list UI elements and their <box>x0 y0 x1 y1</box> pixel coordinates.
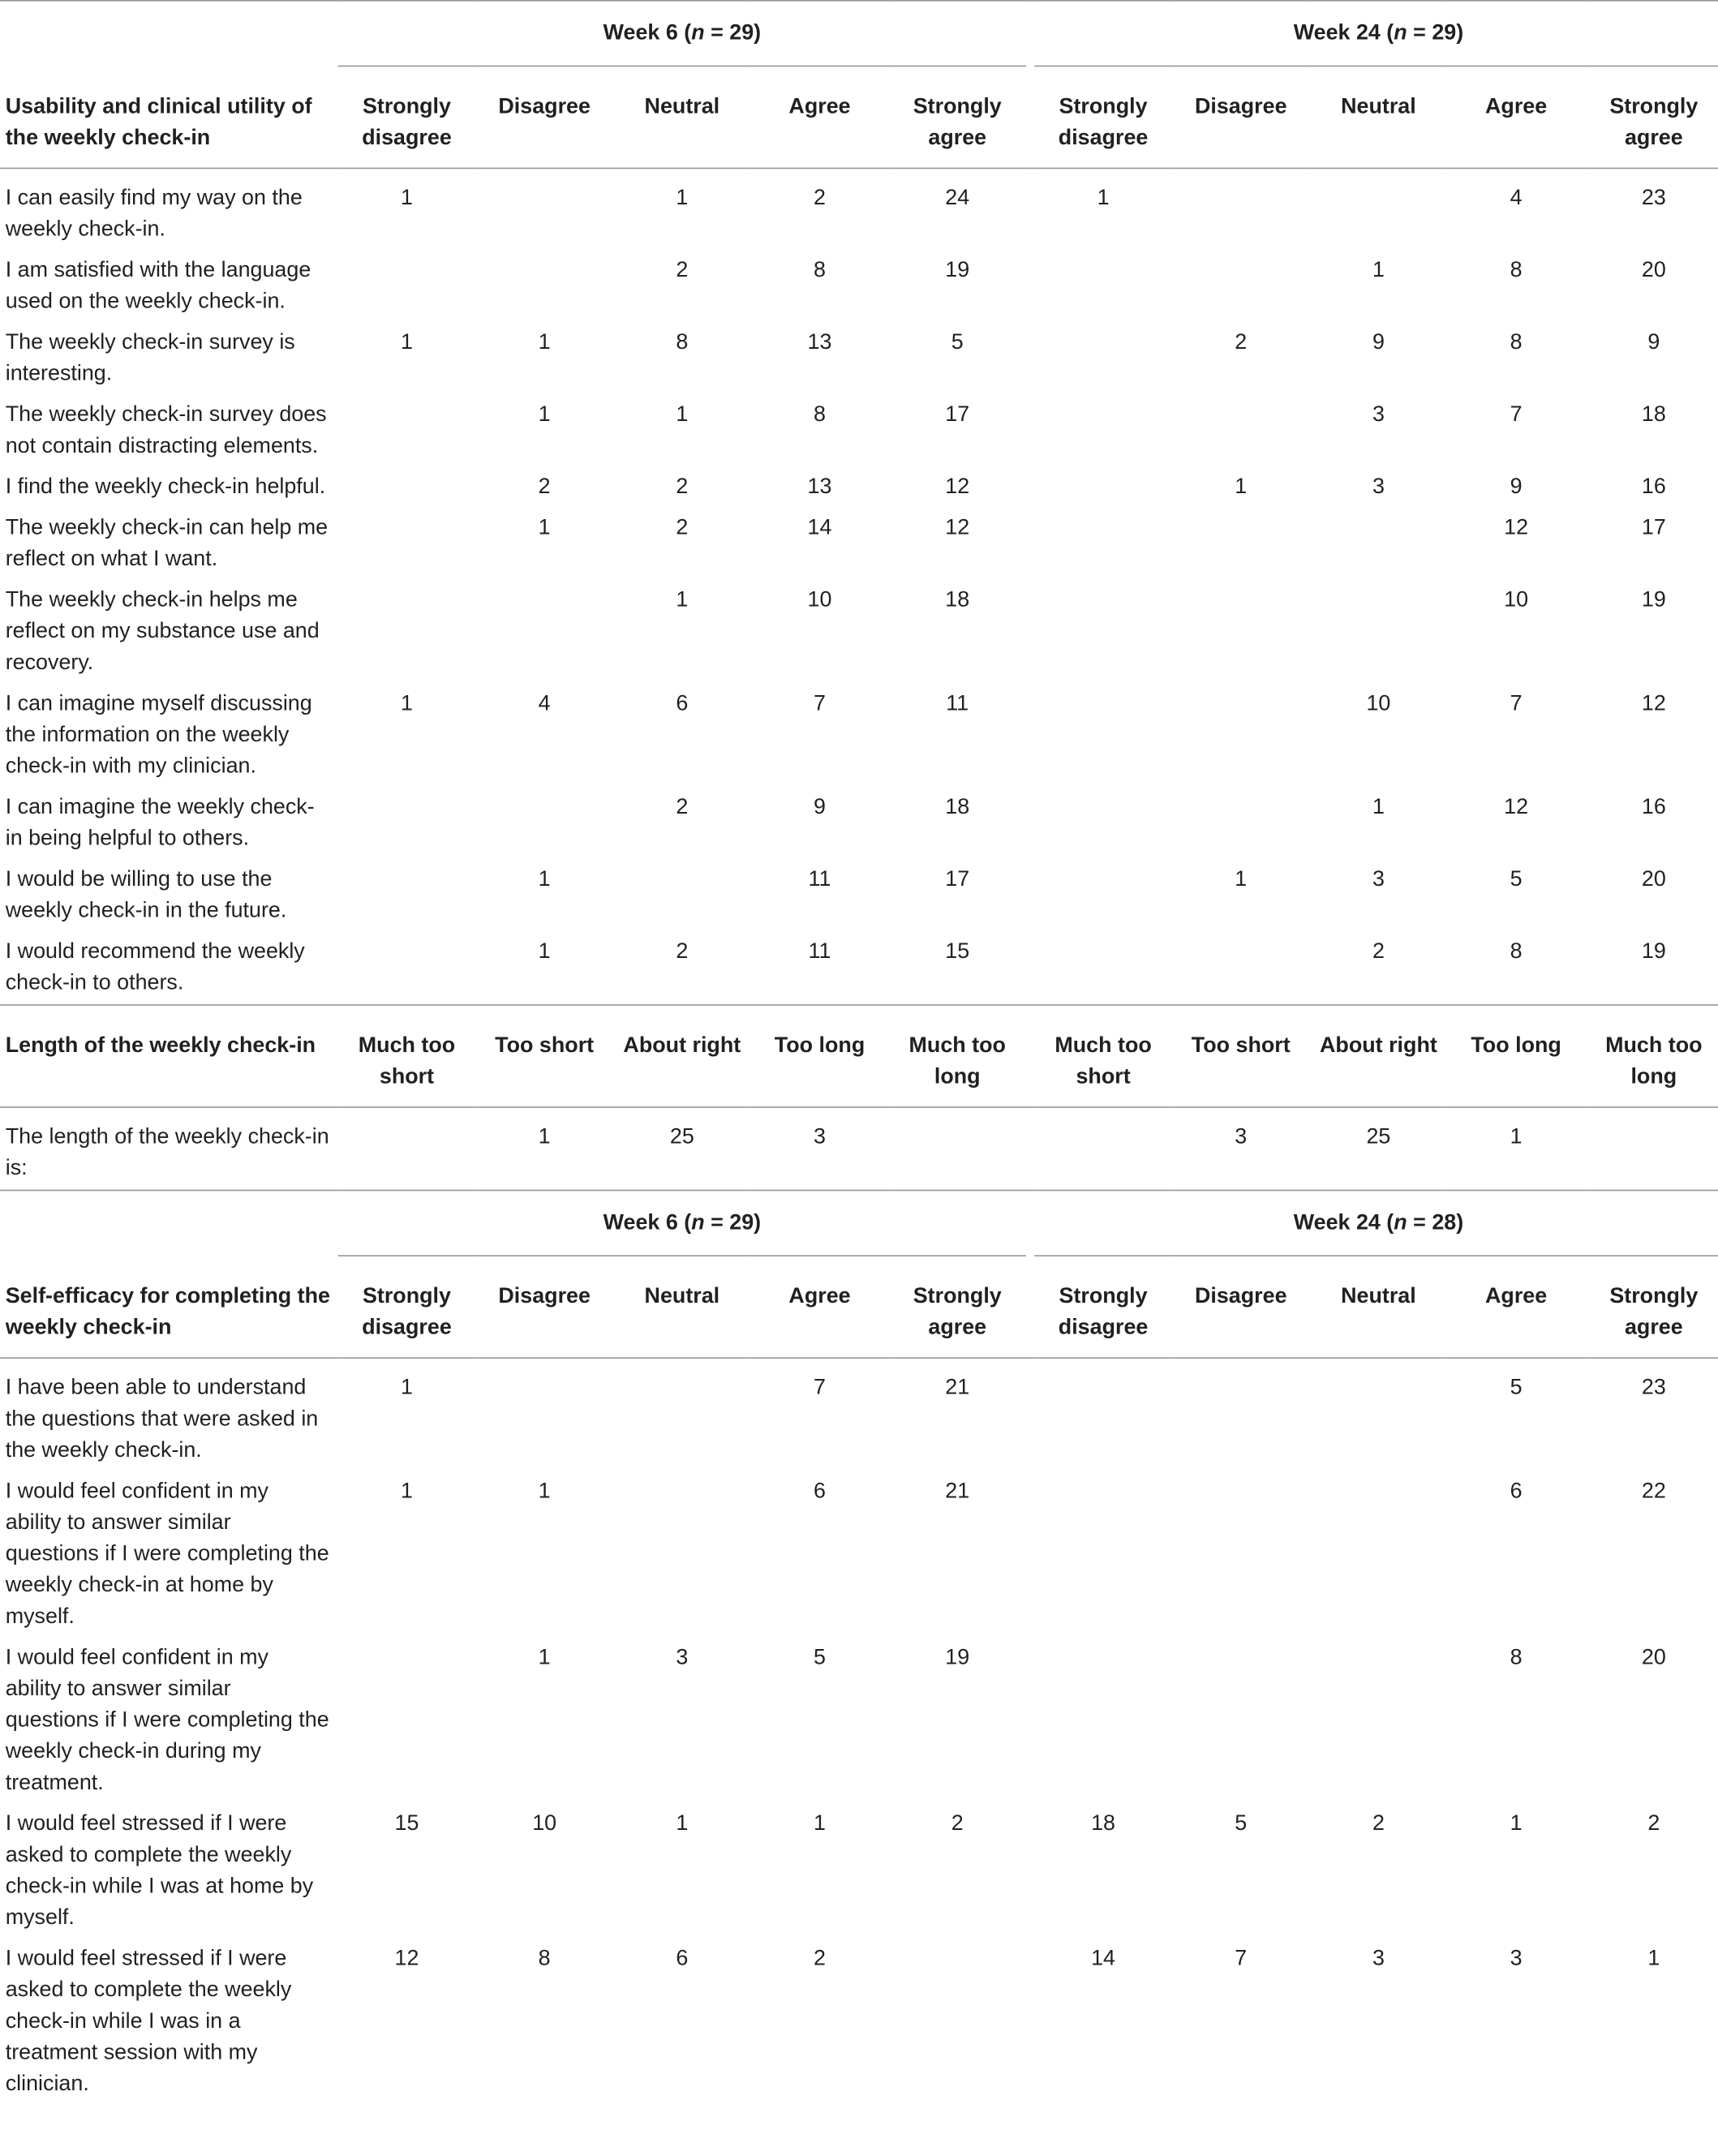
cell-week24 <box>1585 1107 1718 1190</box>
period-heading-week <box>338 1 1027 67</box>
column-header-disagree: Disagree <box>498 1285 591 1308</box>
cell-week6: 2 <box>814 187 827 210</box>
section-title: Self-efficacy for completing the weekly check-in <box>5 1284 331 1339</box>
cell-week6 <box>338 932 476 1005</box>
cell-week6: 1 <box>400 331 413 354</box>
cell-week6: 6 <box>676 692 689 715</box>
cell-week24 <box>1172 1358 1310 1471</box>
cell-week24: 10 <box>1504 588 1529 612</box>
cell-week24: 20 <box>1641 259 1666 282</box>
cell-week24 <box>1034 788 1172 860</box>
cell-week6: 2 <box>676 259 689 282</box>
cell-week24: 10 <box>1366 692 1391 715</box>
cell-week6 <box>338 860 476 932</box>
column-gap <box>1026 1804 1034 1939</box>
column-gap <box>1026 581 1034 685</box>
row-label: I would feel confident in my ability to answer similar questions if I were completing the weekly check-in at home by myself. <box>5 1480 329 1629</box>
cell-week6: 21 <box>945 1376 970 1400</box>
cell-week6 <box>613 860 751 932</box>
cell-week24 <box>1172 1638 1310 1804</box>
column-gap <box>1026 467 1034 508</box>
table-row <box>0 932 1718 1005</box>
table-row <box>0 1638 1718 1804</box>
cell-week24: 12 <box>1504 516 1529 540</box>
cell-week6: 11 <box>808 940 831 964</box>
cell-week24: 7 <box>1510 692 1523 715</box>
cell-week6: 2 <box>676 940 689 964</box>
cell-week6: 6 <box>814 1480 827 1504</box>
cell-week24: 1 <box>1510 1812 1523 1836</box>
column-header-strongly-disagree: Strongly disagree <box>1058 1285 1149 1340</box>
cell-week6 <box>888 1107 1026 1190</box>
cell-week6: 1 <box>676 588 689 612</box>
column-header-agree: Agree <box>788 95 851 119</box>
cell-week6: 1 <box>538 516 551 540</box>
sample-size-symbol: n <box>1394 1211 1407 1235</box>
cell-week6: 15 <box>394 1812 419 1836</box>
column-header-neutral: Neutral <box>644 1285 720 1308</box>
cell-week6: 3 <box>676 1646 689 1669</box>
cell-week6: 1 <box>538 1480 551 1504</box>
row-label: I would recommend the weekly check-in to others. <box>5 940 305 995</box>
table-row <box>0 1471 1718 1638</box>
cell-week24: 1 <box>1235 475 1248 499</box>
cell-week24: 8 <box>1510 331 1523 354</box>
row-label: I have been able to understand the questions that were asked in the weekly check-in. <box>5 1376 319 1462</box>
column-header-agree: Agree <box>1484 95 1548 119</box>
cell-week24: 25 <box>1366 1125 1391 1149</box>
cell-week6: 1 <box>538 868 551 891</box>
cell-week6: 8 <box>538 1947 551 1971</box>
cell-week24: 2 <box>1647 1812 1660 1836</box>
cell-week6: 5 <box>814 1646 827 1669</box>
cell-week6: 2 <box>676 475 689 499</box>
cell-week6: 11 <box>946 692 969 715</box>
cell-week6: 12 <box>945 475 970 499</box>
row-label: The length of the weekly check-in is: <box>5 1125 329 1180</box>
cell-week6: 1 <box>676 187 689 210</box>
cell-week6: 9 <box>814 796 827 819</box>
sample-size-symbol: n <box>1394 21 1407 45</box>
cell-week6: 8 <box>676 331 689 354</box>
cell-week24: 5 <box>1235 1812 1248 1836</box>
cell-week24: 4 <box>1510 187 1523 210</box>
cell-week6: 17 <box>945 868 970 891</box>
cell-week6: 10 <box>807 588 832 612</box>
cell-week6: 18 <box>945 796 970 819</box>
row-label: I can imagine myself discussing the information on the weekly check-in with my clinician. <box>5 692 312 779</box>
cell-week24 <box>1172 395 1310 467</box>
sample-size-value: = 29) <box>1407 21 1464 45</box>
cell-week6: 2 <box>676 796 689 819</box>
cell-week6 <box>338 395 476 467</box>
column-header-much-too-short: Much too short <box>358 1034 456 1089</box>
cell-week24: 1 <box>1647 1947 1660 1971</box>
cell-week24: 18 <box>1091 1812 1116 1836</box>
row-label: The weekly check-in survey is interesting. <box>5 331 295 386</box>
cell-week6: 12 <box>394 1947 419 1971</box>
column-header-neutral: Neutral <box>1341 95 1416 119</box>
period-label: Week 6 ( <box>603 1211 692 1235</box>
cell-week24: 1 <box>1510 1125 1523 1149</box>
cell-week6: 1 <box>400 1480 413 1504</box>
cell-week24: 2 <box>1235 331 1248 354</box>
cell-week6 <box>475 168 613 251</box>
cell-week24: 23 <box>1641 1376 1666 1400</box>
cell-week24: 3 <box>1372 1947 1385 1971</box>
cell-week24 <box>1172 788 1310 860</box>
column-header-much-too-short: Much too short <box>1054 1034 1152 1089</box>
cell-week6: 21 <box>945 1480 970 1504</box>
cell-week6: 2 <box>814 1947 827 1971</box>
cell-week6: 1 <box>400 187 413 210</box>
cell-week24 <box>1310 509 1448 581</box>
period-header-row <box>0 1190 1718 1256</box>
cell-week6 <box>338 509 476 581</box>
cell-week24 <box>1034 860 1172 932</box>
cell-week24 <box>1310 1358 1448 1471</box>
cell-week6 <box>475 581 613 685</box>
column-header-too-short: Too short <box>1191 1034 1291 1058</box>
cell-week24: 12 <box>1504 796 1529 819</box>
cell-week24: 16 <box>1641 475 1666 499</box>
cell-week24 <box>1034 251 1172 323</box>
cell-week6: 3 <box>814 1125 827 1149</box>
cell-week24: 1 <box>1235 868 1248 891</box>
cell-week24 <box>1034 1471 1172 1638</box>
column-gap <box>1026 1358 1034 1471</box>
column-header-strongly-agree: Strongly agree <box>913 95 1002 150</box>
cell-week24: 3 <box>1510 1947 1523 1971</box>
column-header-strongly-disagree: Strongly disagree <box>1058 95 1149 150</box>
cell-week24 <box>1310 1471 1448 1638</box>
cell-week6: 15 <box>945 940 970 964</box>
table-row <box>0 1939 1718 2106</box>
column-gap <box>1026 395 1034 467</box>
column-gap <box>1026 788 1034 860</box>
column-header-about-right: About right <box>623 1034 741 1058</box>
column-gap <box>1026 860 1034 932</box>
cell-week6: 1 <box>400 692 413 715</box>
row-label: I can imagine the weekly check-in being helpful to others. <box>5 796 315 851</box>
cell-week6 <box>613 1358 751 1471</box>
table-row <box>0 1804 1718 1939</box>
cell-week24: 20 <box>1641 868 1666 891</box>
cell-week6 <box>338 788 476 860</box>
column-gap <box>1026 1471 1034 1638</box>
cell-week6: 2 <box>676 516 689 540</box>
cell-week24: 18 <box>1641 403 1666 427</box>
cell-week24: 1 <box>1372 259 1385 282</box>
table-row <box>0 860 1718 932</box>
sample-size-symbol: n <box>691 21 705 45</box>
cell-week6: 24 <box>945 187 970 210</box>
sample-size-symbol: n <box>691 1211 705 1235</box>
period-label: Week 24 ( <box>1293 1211 1394 1235</box>
cell-week6 <box>338 251 476 323</box>
cell-week24 <box>1172 168 1310 251</box>
cell-week6 <box>613 1471 751 1638</box>
cell-week24 <box>1172 684 1310 788</box>
cell-week6: 1 <box>814 1812 827 1836</box>
cell-week6: 1 <box>538 1125 551 1149</box>
cell-week24: 22 <box>1641 1480 1666 1504</box>
cell-week24: 3 <box>1372 868 1385 891</box>
column-gap <box>1026 1005 1034 1107</box>
cell-week6: 1 <box>676 403 689 427</box>
cell-week24: 8 <box>1510 1646 1523 1669</box>
cell-week6: 14 <box>807 516 832 540</box>
cell-week24 <box>1034 684 1172 788</box>
cell-week6 <box>475 251 613 323</box>
cell-week6: 12 <box>945 516 970 540</box>
column-header-disagree: Disagree <box>1194 95 1287 119</box>
cell-week24: 19 <box>1641 588 1666 612</box>
period-header-row <box>0 1 1718 67</box>
cell-week24 <box>1172 509 1310 581</box>
column-gap <box>1026 1107 1034 1190</box>
column-header-neutral: Neutral <box>1341 1285 1416 1308</box>
table-row <box>0 395 1718 467</box>
cell-week24: 19 <box>1641 940 1666 964</box>
period-heading-week <box>338 1190 1027 1256</box>
cell-week24 <box>1034 395 1172 467</box>
period-gap <box>1026 1190 1034 1256</box>
cell-week24 <box>1034 509 1172 581</box>
cell-week24: 9 <box>1647 331 1660 354</box>
cell-week24: 17 <box>1641 516 1666 540</box>
cell-week24 <box>1310 581 1448 685</box>
table-row <box>0 168 1718 251</box>
section-header-row <box>0 1005 1718 1107</box>
row-label: I find the weekly check-in helpful. <box>5 475 326 499</box>
column-header-much-too-long: Much too long <box>1605 1034 1703 1089</box>
row-label: I would feel confident in my ability to answer similar questions if I were completing the weekly check-in during my treatment. <box>5 1646 329 1795</box>
cell-week24 <box>1034 467 1172 508</box>
cell-week24 <box>1310 168 1448 251</box>
cell-week6: 8 <box>814 403 827 427</box>
period-heading-week <box>1034 1 1718 67</box>
cell-week6: 10 <box>532 1812 557 1836</box>
cell-week24 <box>1034 1358 1172 1471</box>
cell-week24 <box>1034 1107 1172 1190</box>
cell-week6: 1 <box>538 940 551 964</box>
table-row <box>0 581 1718 685</box>
cell-week24: 2 <box>1372 1812 1385 1836</box>
cell-week6: 17 <box>945 403 970 427</box>
cell-week24: 2 <box>1372 940 1385 964</box>
row-label: I would feel stressed if I were asked to complete the weekly check-in while I was at home by myself. <box>5 1812 314 1930</box>
cell-week24: 5 <box>1510 868 1523 891</box>
section-header-row <box>0 1256 1718 1358</box>
table-body <box>0 1 1718 2106</box>
cell-week6 <box>888 1939 1026 2106</box>
cell-week6: 7 <box>814 692 827 715</box>
cell-week24: 9 <box>1510 475 1523 499</box>
column-header-disagree: Disagree <box>498 95 591 119</box>
cell-week6: 2 <box>538 475 551 499</box>
cell-week24: 3 <box>1372 475 1385 499</box>
cell-week6: 6 <box>676 1947 689 1971</box>
cell-week6: 1 <box>538 1646 551 1669</box>
cell-week6: 13 <box>807 331 832 354</box>
cell-week24: 5 <box>1510 1376 1523 1400</box>
cell-week6: 1 <box>676 1812 689 1836</box>
cell-week24: 23 <box>1641 187 1666 210</box>
column-header-strongly-disagree: Strongly disagree <box>362 95 452 150</box>
column-header-too-long: Too long <box>774 1034 865 1058</box>
cell-week24: 9 <box>1372 331 1385 354</box>
cell-week6: 4 <box>538 692 551 715</box>
column-header-strongly-disagree: Strongly disagree <box>362 1285 452 1340</box>
column-gap <box>1026 1256 1034 1358</box>
cell-week24 <box>1034 1638 1172 1804</box>
cell-week6 <box>338 581 476 685</box>
column-gap <box>1026 66 1034 168</box>
period-heading-week <box>1034 1190 1718 1256</box>
cell-week6: 19 <box>945 1646 970 1669</box>
column-header-strongly-agree: Strongly agree <box>1609 1285 1699 1340</box>
cell-week24: 3 <box>1235 1125 1248 1149</box>
column-header-agree: Agree <box>788 1285 851 1308</box>
cell-week24: 8 <box>1510 940 1523 964</box>
cell-week24: 20 <box>1641 1646 1666 1669</box>
table-row <box>0 684 1718 788</box>
cell-week24: 14 <box>1091 1947 1116 1971</box>
cell-week6 <box>338 1638 476 1804</box>
cell-week24: 7 <box>1510 403 1523 427</box>
column-header-agree: Agree <box>1484 1285 1548 1308</box>
row-label: I would be willing to use the weekly check-in in the future. <box>5 868 287 923</box>
section-title: Length of the weekly check-in <box>5 1034 316 1058</box>
column-header-too-long: Too long <box>1471 1034 1561 1058</box>
cell-week6: 7 <box>814 1376 827 1400</box>
cell-week6: 1 <box>538 331 551 354</box>
column-header-about-right: About right <box>1320 1034 1437 1058</box>
cell-week6 <box>338 467 476 508</box>
cell-week24: 8 <box>1510 259 1523 282</box>
cell-week24 <box>1172 1471 1310 1638</box>
section-header-row <box>0 66 1718 168</box>
column-gap <box>1026 168 1034 251</box>
cell-week6: 11 <box>808 868 831 891</box>
table-row <box>0 1107 1718 1190</box>
table-row <box>0 467 1718 508</box>
row-label: I am satisfied with the language used on the weekly check-in. <box>5 259 311 314</box>
period-gap <box>1026 1 1034 67</box>
cell-week24 <box>1172 581 1310 685</box>
column-header-neutral: Neutral <box>644 95 720 119</box>
row-label: The weekly check-in survey does not contain distracting elements. <box>5 403 327 458</box>
period-label: Week 6 ( <box>603 21 692 45</box>
cell-week24: 12 <box>1641 692 1666 715</box>
cell-week24: 1 <box>1097 187 1110 210</box>
column-gap <box>1026 509 1034 581</box>
column-header-strongly-agree: Strongly agree <box>913 1285 1002 1340</box>
cell-week6: 2 <box>951 1812 964 1836</box>
table-row <box>0 1358 1718 1471</box>
sample-size-value: = 29) <box>704 21 762 45</box>
cell-week24 <box>1034 581 1172 685</box>
table-row <box>0 323 1718 395</box>
row-label: The weekly check-in can help me reflect on what I want. <box>5 516 329 571</box>
cell-week6: 13 <box>807 475 832 499</box>
column-gap <box>1026 1638 1034 1804</box>
cell-week24 <box>1172 932 1310 1005</box>
cell-week6: 1 <box>538 403 551 427</box>
column-gap <box>1026 323 1034 395</box>
table-row <box>0 509 1718 581</box>
cell-week6: 19 <box>945 259 970 282</box>
column-gap <box>1026 684 1034 788</box>
cell-week6: 25 <box>669 1125 694 1149</box>
section-title: Usability and clinical utility of the weekly check-in <box>5 94 312 149</box>
cell-week24 <box>1034 323 1172 395</box>
cell-week6 <box>475 1358 613 1471</box>
column-header-too-short: Too short <box>495 1034 595 1058</box>
cell-week24: 1 <box>1372 796 1385 819</box>
cell-week6: 18 <box>945 588 970 612</box>
period-spacer <box>0 1 338 67</box>
cell-week6 <box>475 788 613 860</box>
cell-week6: 1 <box>400 1376 413 1400</box>
column-header-strongly-agree: Strongly agree <box>1609 95 1699 150</box>
cell-week24: 3 <box>1372 403 1385 427</box>
column-header-disagree: Disagree <box>1194 1285 1287 1308</box>
cell-week6: 8 <box>814 259 827 282</box>
column-gap <box>1026 1939 1034 2106</box>
column-gap <box>1026 932 1034 1005</box>
sample-size-value: = 29) <box>704 1211 762 1235</box>
period-spacer <box>0 1190 338 1256</box>
column-header-much-too-long: Much too long <box>908 1034 1006 1089</box>
row-label: I can easily find my way on the weekly check-in. <box>5 187 303 242</box>
cell-week24: 7 <box>1235 1947 1248 1971</box>
cell-week6 <box>338 1107 476 1190</box>
cell-week24 <box>1172 251 1310 323</box>
column-gap <box>1026 251 1034 323</box>
cell-week24: 6 <box>1510 1480 1523 1504</box>
period-label: Week 24 ( <box>1293 21 1394 45</box>
cell-week6: 5 <box>951 331 964 354</box>
table-row <box>0 251 1718 323</box>
row-label: I would feel stressed if I were asked to complete the weekly check-in while I was in a treatment session with my clinician. <box>5 1947 292 2096</box>
row-label: The weekly check-in helps me reflect on my substance use and recovery. <box>5 588 320 675</box>
sample-size-value: = 28) <box>1407 1211 1464 1235</box>
cell-week24 <box>1034 932 1172 1005</box>
table-row <box>0 788 1718 860</box>
cell-week24 <box>1310 1638 1448 1804</box>
cell-week24: 16 <box>1641 796 1666 819</box>
